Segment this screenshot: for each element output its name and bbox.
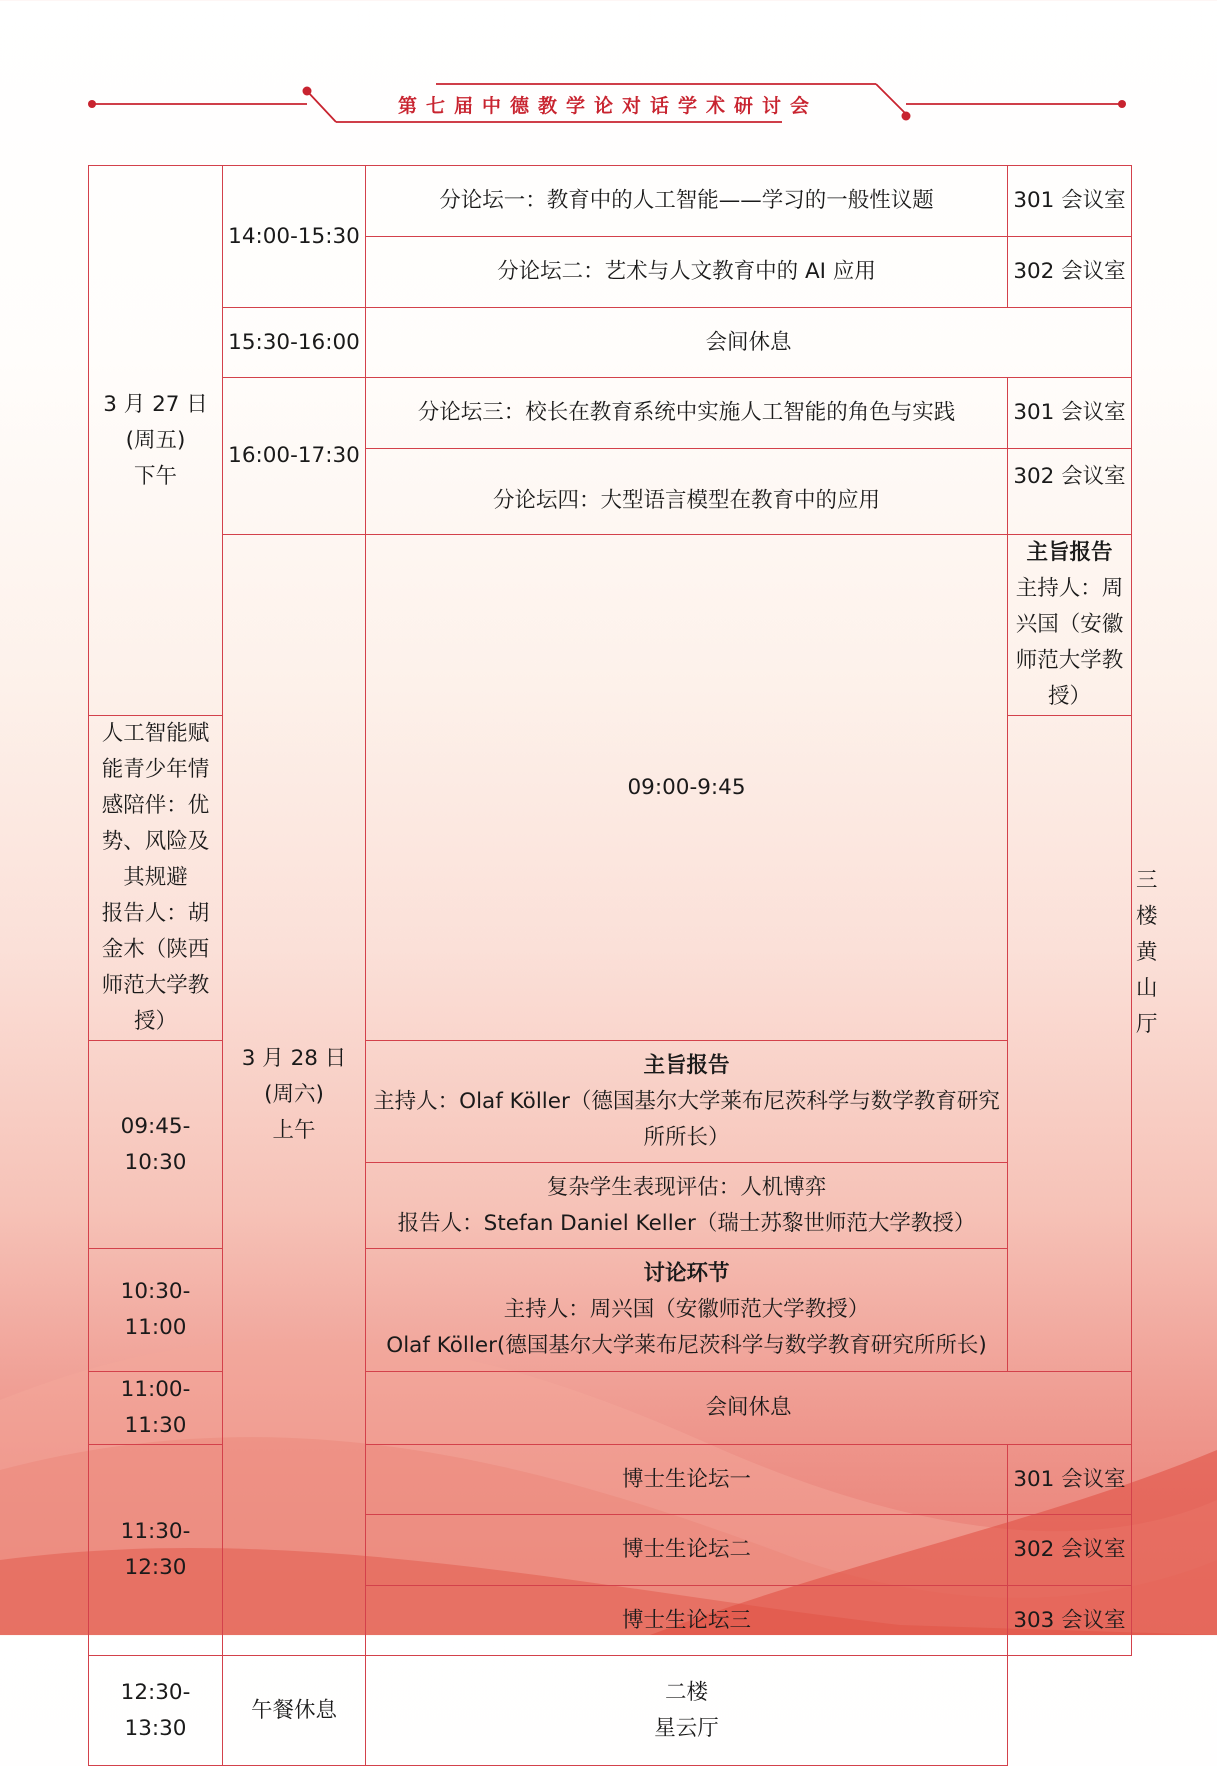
time-cell: 11:30-12:30 — [89, 1445, 223, 1656]
header-ornament-lines — [0, 0, 1217, 140]
room-cell: 302 会议室 — [1008, 449, 1132, 535]
room-cell: 301 会议室 — [1008, 1445, 1132, 1515]
session-heading: 讨论环节 — [643, 1261, 730, 1286]
room-cell: 301 会议室 — [1008, 166, 1132, 237]
time-cell: 14:00-15:30 — [223, 166, 366, 308]
table-row — [89, 1656, 1132, 1766]
venue-cell — [366, 1656, 1008, 1766]
venue-floor: 二楼 — [664, 1679, 708, 1705]
day1-date-cell — [89, 166, 223, 716]
session-host: Olaf Köller(德国基尔大学莱布尼茨科学与数学教育研究所所长) — [386, 1333, 987, 1358]
session-host: 主持人：Olaf Köller（德国基尔大学莱布尼茨科学与数学教育研究所所长） — [373, 1088, 1000, 1150]
conference-title: 第七届中德教学论对话学术研讨会 — [397, 95, 818, 117]
day2-date-cell — [223, 535, 366, 1656]
time-cell: 10:30-11:00 — [89, 1249, 223, 1372]
schedule-table — [88, 165, 1158, 1766]
session-cell: 分论坛三：校长在教育系统中实施人工智能的角色与实践 — [366, 378, 1008, 449]
speaker: 报告人：胡金木（陕西师范大学教授） — [101, 901, 210, 1034]
room-cell: 302 会议室 — [1008, 237, 1132, 308]
day2-date: 3 月 28 日 — [241, 1046, 347, 1071]
table-row — [89, 166, 1132, 237]
room-cell: 302 会议室 — [1008, 1515, 1132, 1586]
session-cell — [366, 1163, 1008, 1249]
session-host: 主持人：周兴国（安徽师范大学教授） — [503, 1297, 870, 1322]
speaker: 报告人：Stefan Daniel Keller（瑞士苏黎世师范大学教授） — [397, 1210, 976, 1236]
talk-title: 复杂学生表现评估：人机博弈 — [546, 1174, 827, 1200]
session-host: 主持人：周兴国（安徽师范大学教授） — [1015, 576, 1124, 709]
table-row: 3 月 28 日 (周六) 上午 09:00-9:45 主旨报告 主持人：周兴国（安徽师范大学教授） 三楼 黄山厅 — [89, 535, 1132, 716]
time-cell: 12:30-13:30 — [89, 1656, 223, 1766]
session-cell: 分论坛一：教育中的人工智能——学习的一般性议题 — [366, 166, 1008, 237]
talk-title: 人工智能赋能青少年情感陪伴：优势、风险及其规避 — [101, 721, 210, 890]
session-cell: 分论坛四：大型语言模型在教育中的应用 — [366, 449, 1008, 535]
table-row — [89, 308, 1132, 378]
session-heading: 主旨报告 — [643, 1052, 730, 1078]
page-header — [0, 0, 1217, 140]
session-cell — [366, 1249, 1008, 1372]
room-cell: 303 会议室 — [1008, 1586, 1132, 1656]
room-cell: 301 会议室 — [1008, 378, 1132, 449]
time-cell: 11:00-11:30 — [89, 1372, 223, 1445]
session-cell — [89, 716, 223, 1041]
session-cell: 博士生论坛二 — [366, 1515, 1008, 1586]
break-cell: 午餐休息 — [223, 1656, 366, 1766]
break-cell: 会间休息 — [366, 308, 1132, 378]
time-cell: 09:45-10:30 — [89, 1041, 223, 1249]
day1-weekday: (周五) — [125, 427, 186, 453]
session-cell — [1008, 535, 1132, 716]
time-cell: 16:00-17:30 — [223, 378, 366, 535]
time-cell: 09:00-9:45 — [366, 535, 1008, 1041]
session-cell: 博士生论坛一 — [366, 1445, 1008, 1515]
day1-period: 下午 — [133, 463, 177, 489]
session-heading: 主旨报告 — [1026, 540, 1113, 565]
break-cell: 会间休息 — [366, 1372, 1132, 1445]
table-row — [89, 378, 1132, 449]
day2-weekday: (周六) — [264, 1082, 324, 1107]
time-cell: 15:30-16:00 — [223, 308, 366, 378]
session-cell: 分论坛二：艺术与人文教育中的 AI 应用 — [366, 237, 1008, 308]
venue-hall: 星云厅 — [654, 1715, 719, 1741]
session-cell — [366, 1041, 1008, 1163]
day1-date: 3 月 27 日 — [103, 391, 208, 417]
day2-period: 上午 — [272, 1118, 316, 1143]
session-cell: 博士生论坛三 — [366, 1586, 1008, 1656]
